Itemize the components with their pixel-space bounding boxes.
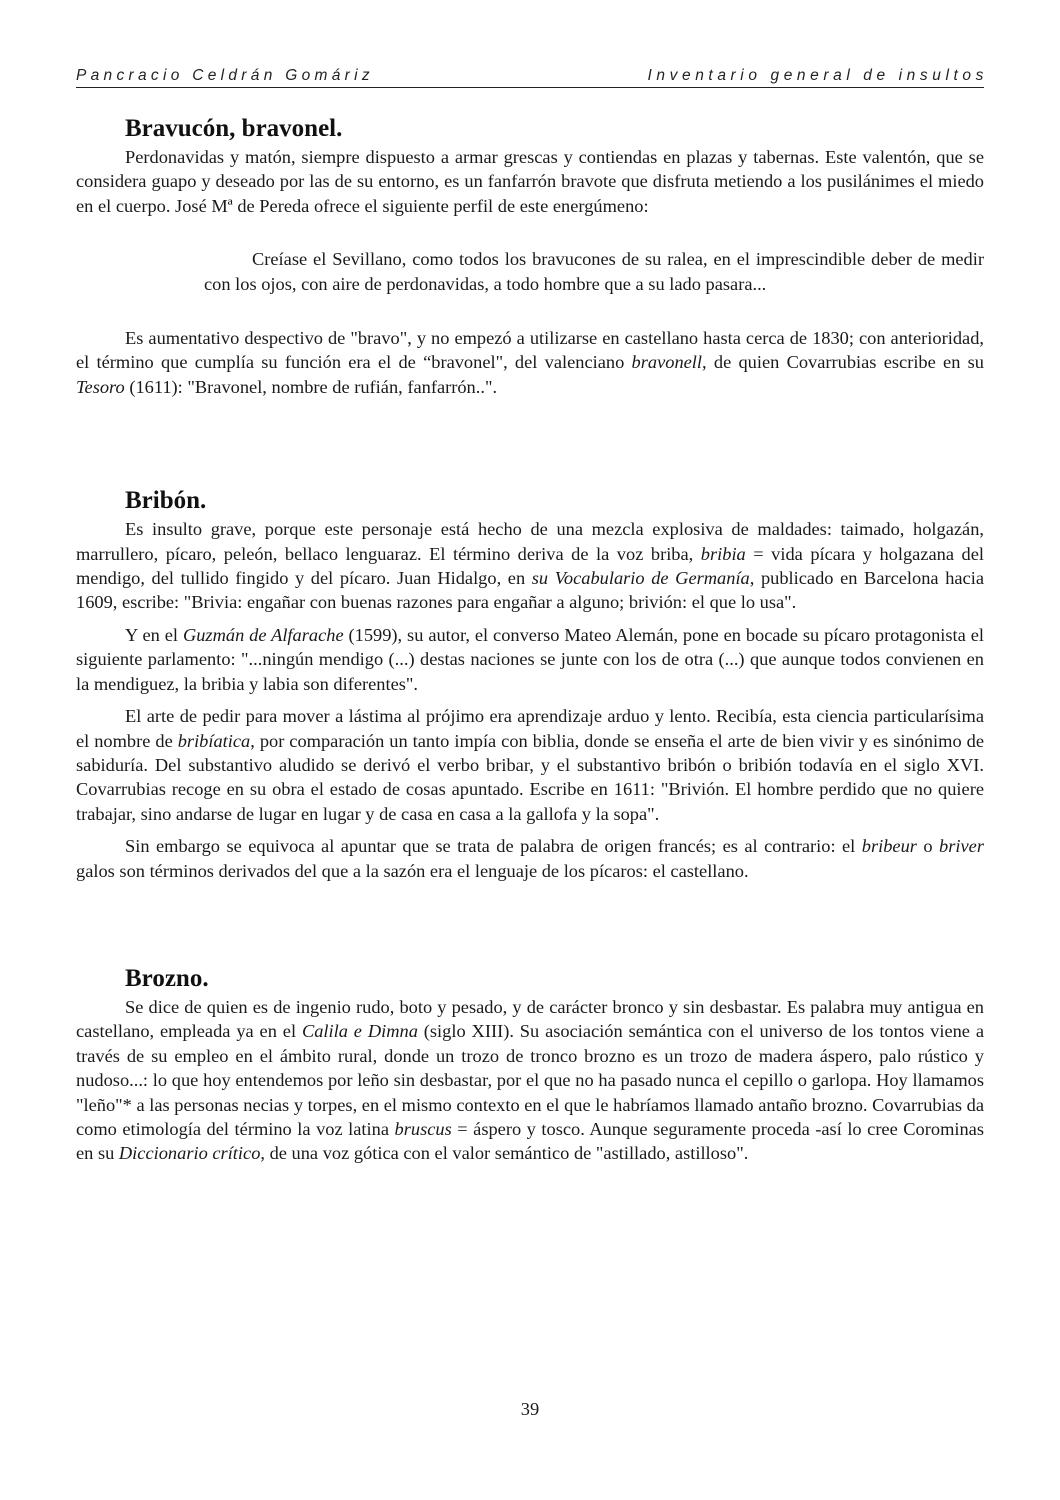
paragraph: Es aumentativo despectivo de "bravo", y no empezó a utilizarse en castellano hasta cerca de 1830; con anterioridad, el término que cumplía su función era el de “bravonel", del valenciano bravonell, de quien Covarrubias escribe en su Tesoro (1611): "Bravonel, nombre de rufián, fanfarrón..". [76, 328, 984, 397]
page-number: 39 [520, 1399, 540, 1419]
entry-title-brozno: Brozno. [125, 964, 209, 992]
paragraph: Se dice de quien es de ingenio rudo, boto y pesado, y de carácter bronco y sin desbastar. Es palabra muy antigua en castellano, empleada ya en el Calila e Dimna (siglo XIII). Su asociación semántica con el universo de los tontos viene a través de su empleo en el ámbito rural, donde un trozo de tronco brozno es un trozo de madera áspero, palo rústico y nudoso...: lo que hoy entendemos por leño sin desbastar, por el que no ha pasado nunca el cepillo o garlopa. Hoy llamamos "leño"* a las personas necias y torpes, en el mismo contexto en el que le habríamos llamado antaño brozno. Covarrubias da como etimología del término la voz latina bruscus = áspero y tosco. Aunque seguramente proceda -así lo cree Corominas en su Diccionario crítico, de una voz gótica con el valor semántico de "astillado, astilloso". [76, 996, 985, 1164]
paragraph: Y en el Guzmán de Alfarache (1599), su autor, el converso Mateo Alemán, pone en bocade su pícaro protagonista el siguiente parlamento: "...ningún mendigo (...) destas naciones se junte con los de otra (...) que aunque todos convienen en la mendiguez, la bribia y labia son diferentes". [76, 624, 985, 694]
paragraph: Perdonavidas y matón, siempre dispuesto a armar grescas y contiendas en plazas y tabernas. Este valentón, que se considera guapo y deseado por las de su entorno, es un fanfarrón bravote que disfruta metiendo a los pusilánimes el miedo en el cuerpo. José Mª de Pereda ofrece el siguiente perfil de este energúmeno: [76, 147, 984, 216]
page-body [76, 114, 984, 1174]
paragraph: Sin embargo se equivoca al apuntar que se trata de palabra de origen francés; es al contrario: el bribeur o briver galos son términos derivados del que a la sazón era el lenguaje de los pícaros: el castellano. [76, 836, 984, 881]
header-book-title: Inventario general de insultos [647, 67, 988, 84]
entry-brozno [76, 964, 984, 1166]
block-quote [204, 247, 984, 296]
paragraph: Es insulto grave, porque este personaje está hecho de una mezcla explosiva de maldades: taimado, holgazán, marrullero, pícaro, peleón, bellaco lenguaraz. El término deriva de la voz briba, bribia = vida pícara y holgazana del mendigo, del tullido fingido y del pícaro. Juan Hidalgo, en su Vocabulario de Germanía, publicado en Barcelona hacia 1609, escribe: "Brivia: engañar con buenas razones para engañar a alguno; brivión: el que lo usa". [76, 519, 984, 613]
entry-bribon [76, 486, 984, 883]
entry-title-bravucon: Bravucón, bravonel. [125, 115, 343, 142]
running-header [76, 66, 988, 88]
entry-bravucon [76, 114, 984, 399]
paragraph: El arte de pedir para mover a lástima al prójimo era aprendizaje arduo y lento. Recibía, esta ciencia particularísima el nombre de bribíatica, por comparación un tanto impía con biblia, donde se enseña el arte de bien vivir y es sinónimo de sabiduría. Del substantivo aludido se derivó el verbo bribar, y el substantivo bribón o bribión todavía en el siglo XVI. Covarrubias recoge en su obra el estado de cosas apuntado. Escribe en 1611: "Brivión. El hombre perdido que no quiere trabajar, sino andarse de lugar en lugar y de casa en casa a la gallofa y la sopa". [76, 706, 984, 824]
header-author: Pancracio Celdrán Gomáriz [76, 67, 374, 84]
quote-text: Creíase el Sevillano, como todos los bravucones de su ralea, en el imprescindible deber de medir con los ojos, con aire de perdonavidas, a todo hombre que a su lado pasara... [204, 249, 984, 294]
entry-title-bribon: Bribón. [125, 487, 207, 515]
